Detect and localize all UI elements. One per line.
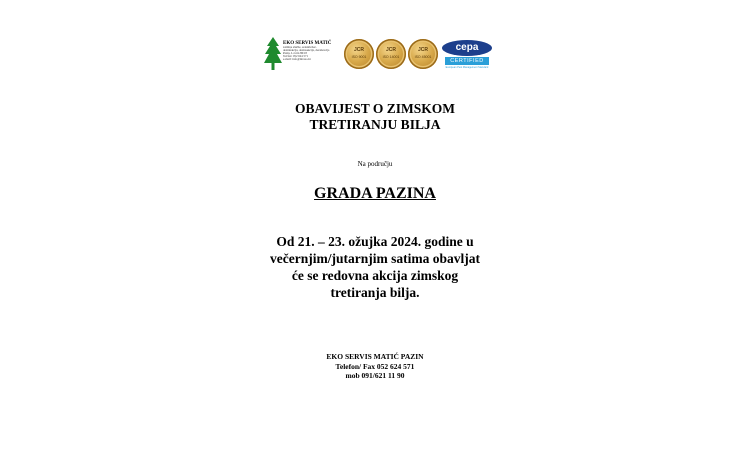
company-line: Tel/fax: 052 624 571 bbox=[283, 54, 309, 58]
footer-company: EKO SERVIS MATIĆ PAZIN bbox=[326, 352, 424, 361]
title-line: OBAVIJEST O ZIMSKOM bbox=[294, 101, 456, 116]
footer-phone: Telefon/ Fax 052 624 571 bbox=[335, 361, 415, 371]
body-line: večernjim/jutarnjim satima obavljat bbox=[270, 251, 480, 266]
body-line: Od 21. – 23. ožujka 2024. godine u bbox=[276, 234, 474, 249]
cepa-wordmark: cepa bbox=[442, 40, 492, 56]
area-label: Na području bbox=[357, 160, 393, 168]
company-line: e-mail: info@mvaso.hr bbox=[283, 57, 311, 61]
seal-label: JCR bbox=[385, 47, 396, 53]
title-line: TRETIRANJU BILJA bbox=[309, 117, 441, 132]
contact-footer bbox=[0, 352, 750, 381]
seal-standard: ISO 14001 bbox=[382, 55, 400, 59]
iso-45001-seal-icon bbox=[408, 39, 438, 69]
pine-tree-logo-icon bbox=[264, 37, 282, 71]
city-name: GRADA PAZINA bbox=[314, 185, 436, 202]
seal-standard: ISO 45001 bbox=[414, 55, 432, 59]
notice-title bbox=[0, 101, 750, 133]
body-line: tretiranja bilja. bbox=[330, 285, 420, 300]
company-line: Pazin, Lovrin 86/18 bbox=[283, 51, 307, 55]
seal-label: JCR bbox=[353, 47, 364, 53]
notice-body bbox=[0, 233, 750, 301]
company-info bbox=[283, 41, 353, 61]
letterhead bbox=[264, 37, 494, 73]
company-line: dezinfekcija, dezinsekcija, deratizacija bbox=[283, 48, 330, 52]
body-line: će se redovna akcija zimskog bbox=[291, 268, 459, 283]
company-name: EKO SERVIS MATIĆ bbox=[283, 41, 332, 46]
footer-mobile: mob 091/621 11 90 bbox=[345, 371, 405, 380]
iso-14001-seal-icon bbox=[376, 39, 406, 69]
cepa-certified-label: CERTIFIED bbox=[445, 57, 489, 65]
iso-9001-seal-icon bbox=[344, 39, 374, 69]
cepa-certified-logo-icon bbox=[442, 40, 492, 70]
company-line: zaštitne službe, zelenih/dez. bbox=[283, 45, 317, 49]
seal-label: JCR bbox=[417, 47, 428, 53]
cepa-subtitle: European Pest Management Standard bbox=[445, 66, 489, 69]
seal-standard: ISO 9001 bbox=[351, 55, 367, 59]
